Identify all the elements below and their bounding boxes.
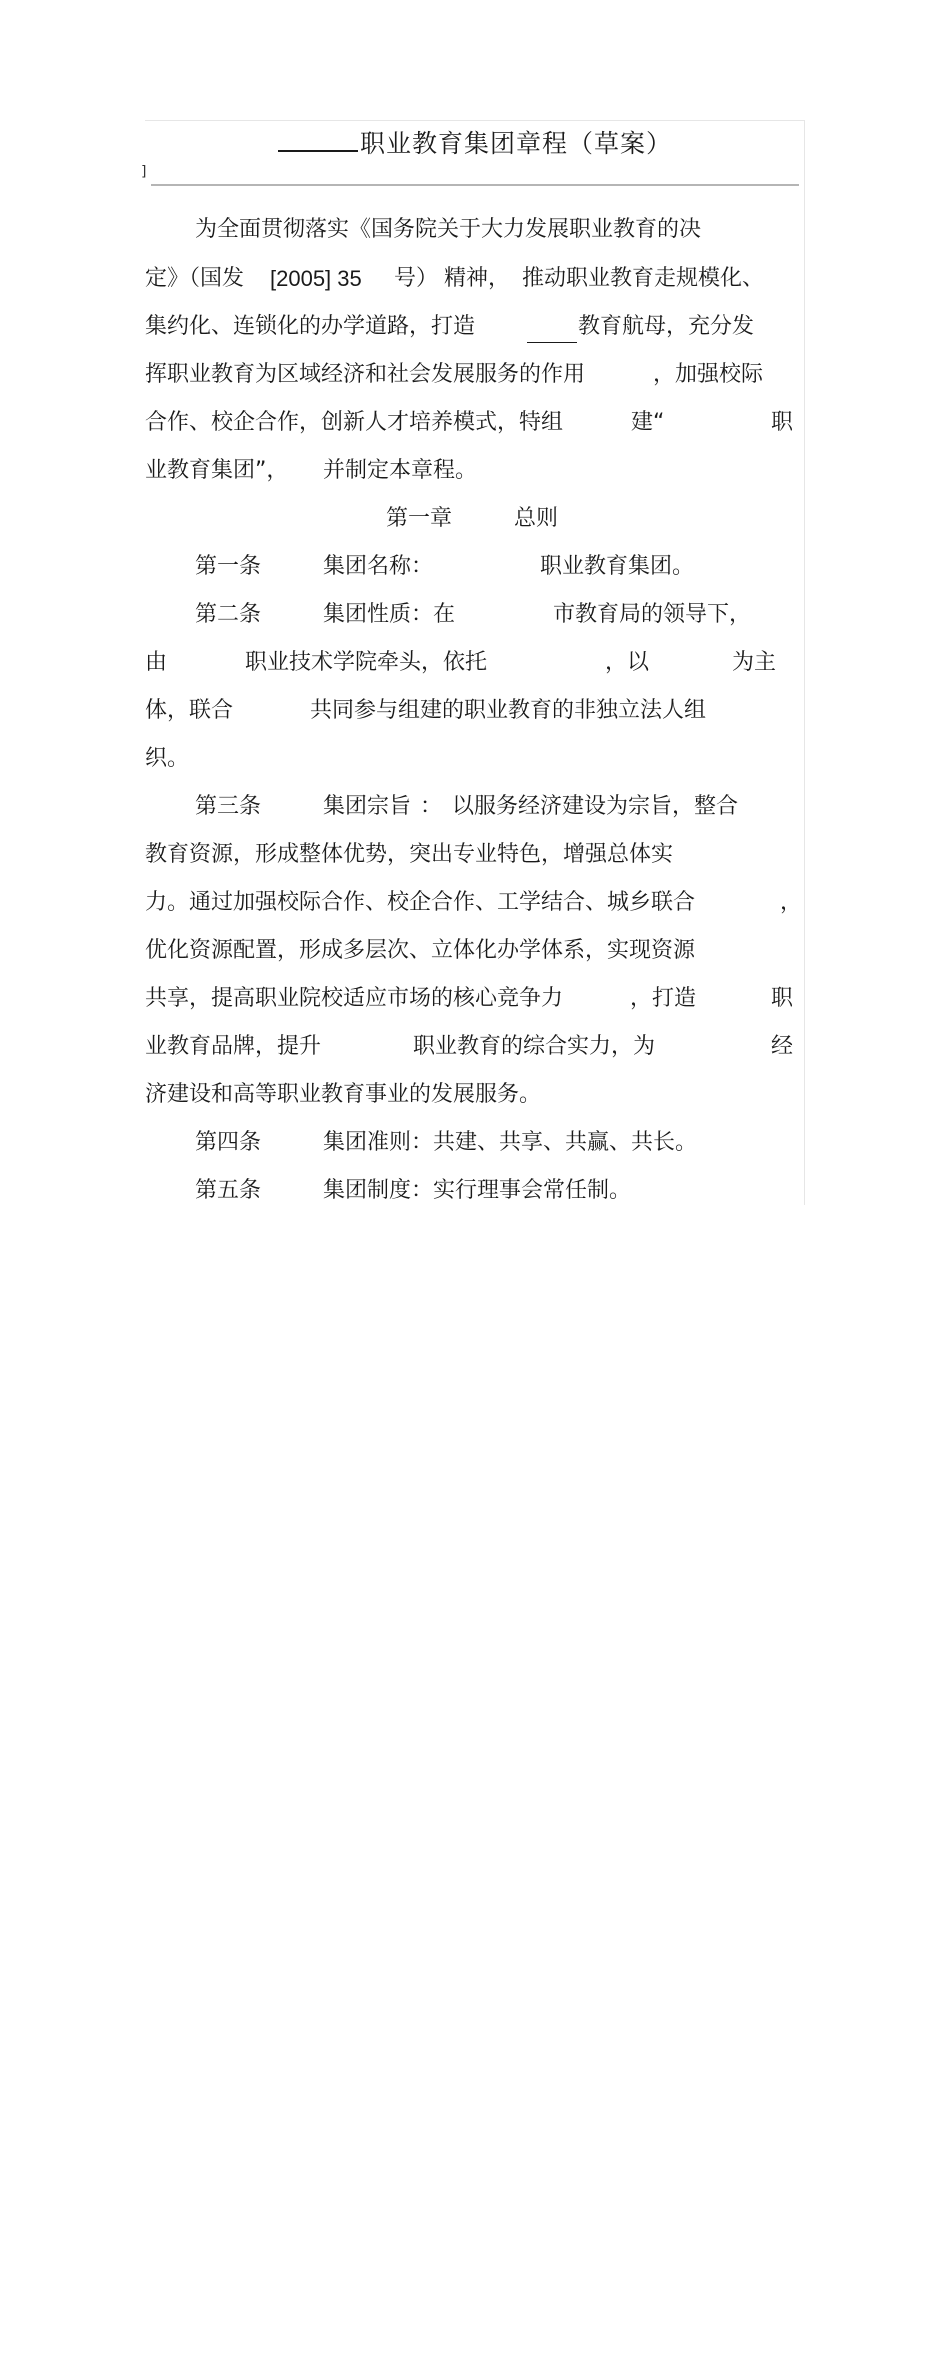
article-2-line-2b: 职业技术学院牵头，依托 [245,650,488,675]
header-mark: ] [141,164,147,180]
article-2-line-2a: 由 [145,650,168,675]
article-3-line-6c: 经 [771,1034,794,1059]
article-3-line-6a: 业教育品牌，提升 [145,1034,322,1059]
preamble-line-1: 为全面贯彻落实《国务院关于大力发展职业教育的决 [195,217,702,242]
preamble-line-3a: 集约化、连锁化的办学道路，打造 [145,314,476,339]
preamble-line-6b: 并制定本章程。 [323,458,478,483]
article-3-line-7: 济建设和高等职业教育事业的发展服务。 [145,1082,542,1107]
preamble-line-2a: 定》（国发 [145,266,245,291]
article-3-line-5c: 职 [771,986,794,1011]
preamble-line-5c: 职 [771,410,794,435]
article-3-line-5a: 共享，提高职业院校适应市场的核心竞争力 [145,986,564,1011]
preamble-line-2d: 精神， [444,266,511,291]
article-4-text: 集团准则：共建、共享、共赢、共长。 [323,1130,698,1155]
article-3-line-3a: 力。通过加强校际合作、校企合作、工学结合、城乡联合 [145,890,696,915]
preamble-line-2e: 推动职业教育走规模化、 [522,266,765,291]
title-text: 职业教育集团章程（草案） [359,129,672,158]
article-2-line-3b: 共同参与组建的职业教育的非独立法人组 [310,698,707,723]
chapter-label: 第一章 [386,506,453,531]
article-2-label: 第二条 [195,602,262,627]
article-4-label: 第四条 [195,1130,262,1155]
article-3-line-3b: ， [780,890,803,915]
article-5-text: 集团制度：实行理事会常任制。 [323,1178,632,1203]
article-3-line-2: 教育资源，形成整体优势，突出专业特色，增强总体实 [145,842,674,867]
article-3-text-b: ： [420,794,443,819]
article-3-line-5b: ，打造 [630,986,697,1011]
article-2-line-2d: 为主 [732,650,777,675]
preamble-line-4a: 挥职业教育为区域经济和社会发展服务的作用 [145,362,586,387]
article-3-line-4: 优化资源配置，形成多层次、立体化办学体系，实现资源 [145,938,696,963]
article-2-text-b: 市教育局的领导下， [553,602,752,627]
article-2-line-4: 织。 [145,746,190,771]
article-1-label: 第一条 [195,554,262,579]
article-3-text-c: 以服务经济建设为宗旨，整合 [452,794,739,819]
preamble-blank-underline [527,342,577,343]
article-3-text-a: 集团宗旨 [323,794,412,819]
preamble-line-2c: 号） [394,266,439,291]
preamble-line-2b: [2005] 35 [270,266,362,291]
preamble-line-4b: ，加强校际 [653,362,764,387]
article-5-label: 第五条 [195,1178,262,1203]
article-1-text-a: 集团名称： [323,554,434,579]
article-1-text-b: 职业教育集团。 [540,554,695,579]
preamble-line-6a: 业教育集团”， [145,458,289,483]
preamble-line-5b: 建“ [631,410,665,435]
article-2-line-2c: ，以 [605,650,650,675]
article-2-line-3a: 体，联合 [145,698,234,723]
chapter-name: 总则 [514,506,559,531]
preamble-line-5a: 合作、校企合作，创新人才培养模式，特组 [145,410,564,435]
preamble-line-3b: 教育航母，充分发 [578,314,755,339]
article-3-line-6b: 职业教育的综合实力，为 [413,1034,656,1059]
article-3-label: 第三条 [195,794,262,819]
article-2-text-a: 集团性质：在 [323,602,456,627]
